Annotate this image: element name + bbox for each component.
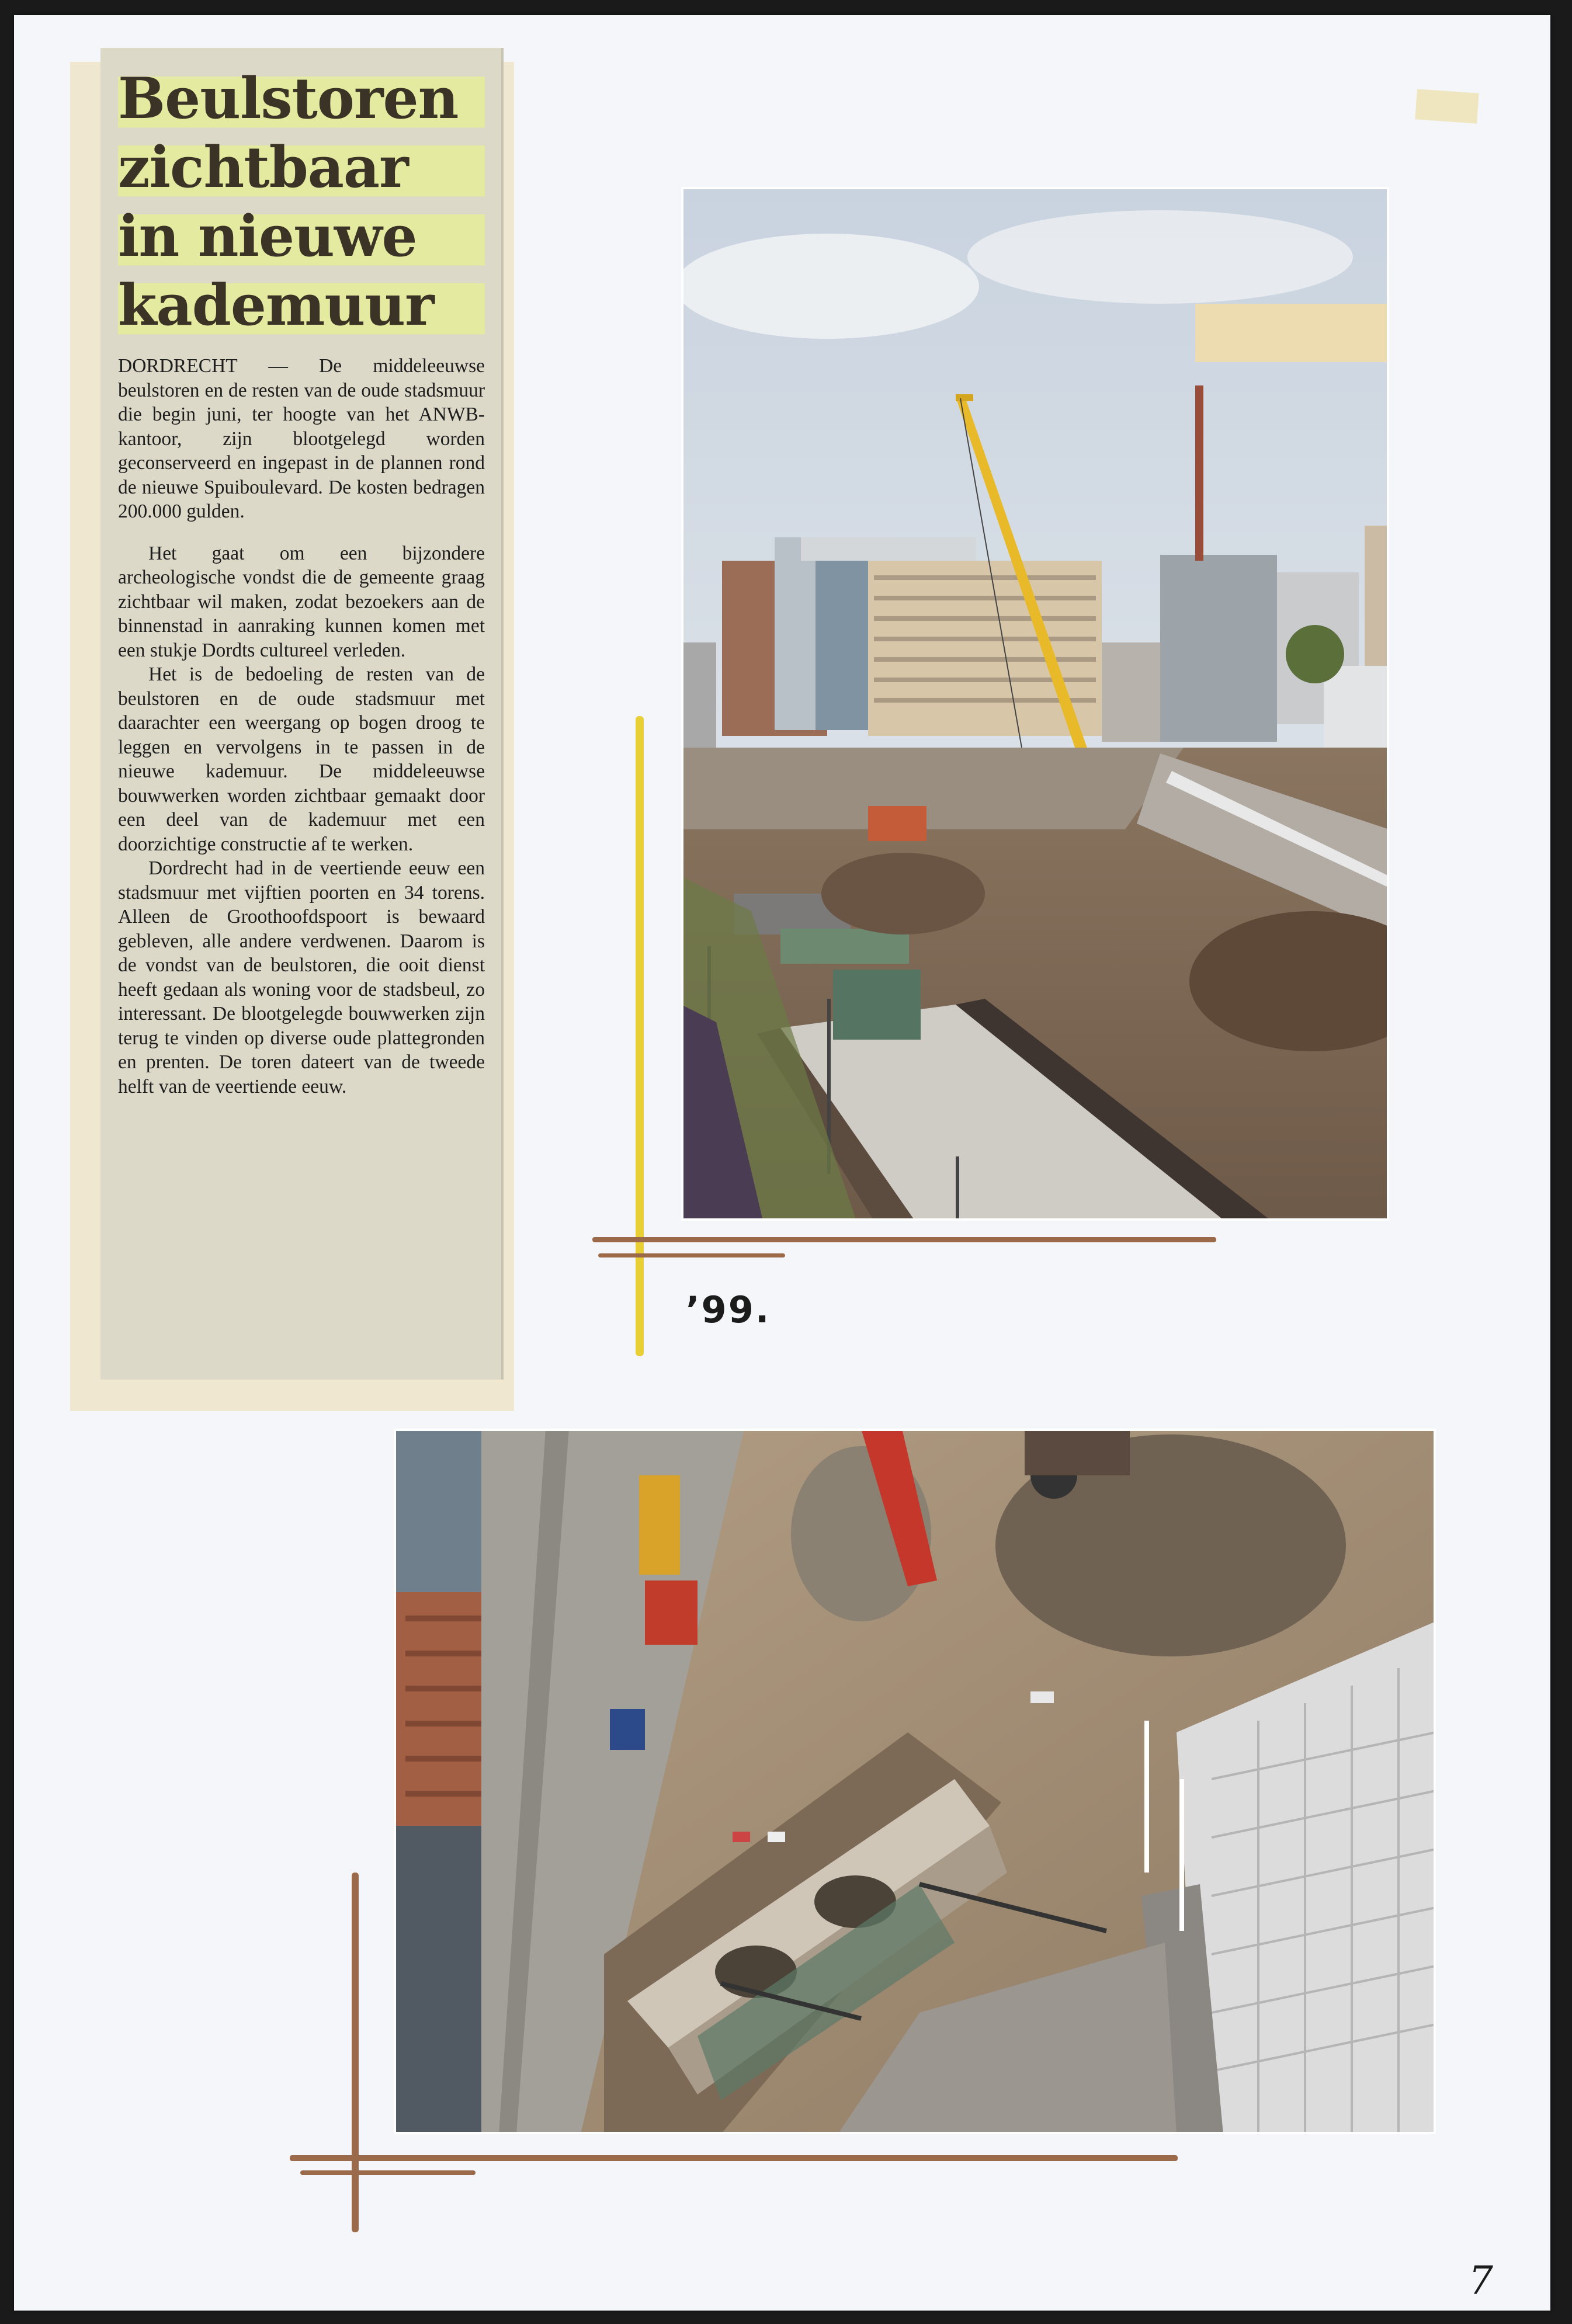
brown-marker-line [290, 2155, 1178, 2161]
tape-residue [1415, 89, 1479, 123]
newspaper-clipping [100, 48, 504, 1380]
page-number: 7 [1469, 2258, 1493, 2303]
headline-line: kademuur [118, 271, 485, 340]
headline-line: Beulstoren [118, 64, 485, 133]
brown-marker-line [352, 1873, 359, 2232]
headline-line: zichtbaar [118, 133, 485, 202]
yellow-marker-line [636, 716, 644, 1356]
photo-border [681, 187, 1389, 1221]
clipping-article [118, 354, 485, 1099]
article-paragraph: Het is de bedoeling de resten van de beulstoren en de oude stadsmuur met daarachter een weergang op bogen droog te leggen en vervolgens in te passen in de nieuwe kademuur. De middeleeuwse bouwwerken worden zichtbaar gemaakt door een deel van de kademuur met een doorzichtige constructie af te werken. [118, 663, 485, 855]
brown-marker-line [300, 2170, 476, 2175]
article-paragraph: Het gaat om een bijzondere archeologische vondst die de gemeente graag zichtbaar wil maken, zodat bezoekers aan de binnenstad in aanraking kunnen komen met een stukje Dordts cultureel verleden. [118, 542, 485, 661]
headline-line: in nieuwe [118, 202, 485, 271]
article-paragraph: Dordrecht had in de veertiende eeuw een stadsmuur met vijftien poorten en 34 torens. Alleen de Groothoofdspoort is bewaard gebleven, alle andere verdwenen. Daarom is de vondst van de beulstoren, die ooit dienst heeft gedaan als woning voor de stadsbeul, zo interessant. De blootgelegde bouwwerken zijn terug te vinden op diverse oude plattegronden en prenten. De toren dateert van de tweede helft van de veertiende eeuw. [118, 857, 485, 1097]
brown-marker-line [598, 1253, 785, 1257]
album-page [14, 15, 1550, 2311]
year-annotation: ’99. [686, 1288, 771, 1331]
clipping-headline [118, 64, 485, 340]
photo-border [394, 1429, 1436, 2134]
article-paragraph: DORDRECHT — De middeleeuwse beulstoren en de resten van de oude stadsmuur die begin juni, ter hoogte van het ANWB-kantoor, zijn blootgelegd worden geconserveerd en ingepast in de plannen rond de nieuwe Spuiboulevard. De kosten bedragen 200.000 gulden. [118, 355, 485, 522]
brown-marker-line [592, 1237, 1216, 1242]
